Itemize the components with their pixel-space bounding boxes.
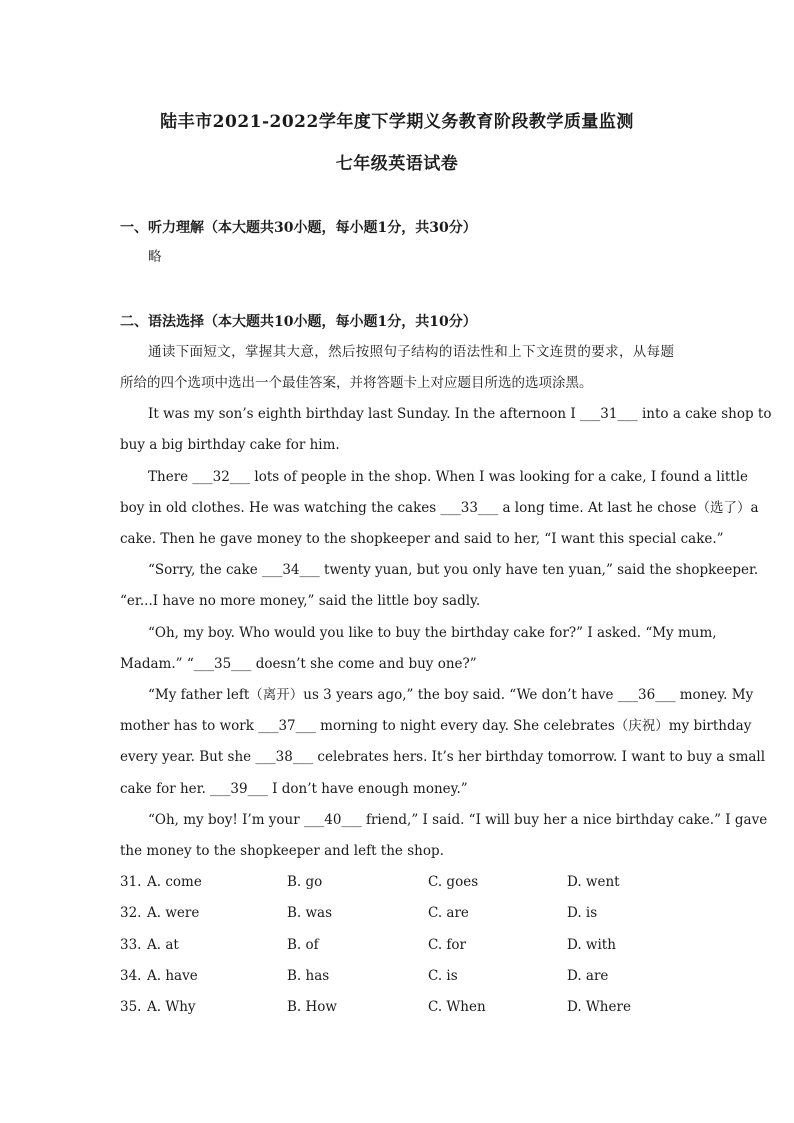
question-number: 35.	[120, 999, 142, 1015]
passage-line: It was my son’s eighth birthday last Sunday. In the afternoon I ___31___ into a cake shop to	[148, 406, 772, 422]
passage-line: cake for her. ___39___ I don’t have enough money.”	[120, 781, 468, 797]
option-c: C. goes	[428, 874, 479, 890]
option-b: B. How	[287, 999, 337, 1015]
instruction-line: 所给的四个选项中选出一个最佳答案，并将答题卡上对应题目所选的选项涂黑。	[120, 375, 593, 391]
section1-heading: 一、听力理解（本大题共30小题，每小题1分，共30分）	[120, 220, 477, 236]
option-c: C. for	[428, 937, 467, 953]
passage-line: boy in old clothes. He was watching the cakes ___33___ a long time. At last he chose（选了）a	[120, 500, 759, 516]
option-d: D. are	[567, 968, 609, 984]
passage-line: There ___32___ lots of people in the shop. When I was looking for a cake, I found a little	[148, 469, 749, 485]
exam-title: 陆丰市2021-2022学年度下学期义务教育阶段教学质量监测	[160, 112, 634, 132]
passage-line: Madam.” “___35___ doesn’t she come and buy one?”	[120, 656, 477, 672]
passage-line: the money to the shopkeeper and left the shop.	[120, 843, 444, 859]
passage-line: “My father left（离开）us 3 years ago,” the boy said. “We don’t have ___36___ money. My	[148, 687, 754, 703]
question-number: 31.	[120, 874, 142, 890]
passage-line: buy a big birthday cake for him.	[120, 437, 340, 453]
option-b: B. has	[287, 968, 330, 984]
passage-line: cake. Then he gave money to the shopkeeper and said to her, “I want this special cake.”	[120, 531, 724, 547]
passage-line: “Sorry, the cake ___34___ twenty yuan, but you only have ten yuan,” said the shopkeeper.	[148, 562, 759, 578]
option-a: A. Why	[147, 999, 196, 1015]
option-c: C. are	[428, 905, 469, 921]
instruction-line: 通读下面短文，掌握其大意，然后按照句子结构的语法性和上下文连贯的要求，从每题	[148, 344, 674, 360]
option-b: B. go	[287, 874, 323, 890]
passage-line: mother has to work ___37___ morning to night every day. She celebrates（庆祝）my birthday	[120, 718, 752, 734]
section2-heading: 二、语法选择（本大题共10小题，每小题1分，共10分）	[120, 314, 477, 330]
section1-note: 略	[148, 249, 162, 265]
option-b: B. was	[287, 905, 333, 921]
passage-line: every year. But she ___38___ celebrates hers. It’s her birthday tomorrow. I want to buy a small	[120, 749, 766, 765]
option-d: D. went	[567, 874, 620, 890]
option-d: D. Where	[567, 999, 631, 1015]
passage-line: “er...I have no more money,” said the little boy sadly.	[120, 593, 481, 609]
option-a: A. at	[147, 937, 179, 953]
question-number: 32.	[120, 905, 142, 921]
passage-line: “Oh, my boy! I’m your ___40___ friend,” I said. “I will buy her a nice birthday cake.” I gave	[148, 812, 768, 828]
option-c: C. is	[428, 968, 458, 984]
option-a: A. were	[147, 905, 200, 921]
option-b: B. of	[287, 937, 319, 953]
option-a: A. have	[147, 968, 198, 984]
exam-subtitle: 七年级英语试卷	[335, 154, 459, 174]
question-number: 34.	[120, 968, 142, 984]
passage-line: “Oh, my boy. Who would you like to buy the birthday cake for?” I asked. “My mum,	[148, 625, 717, 641]
question-number: 33.	[120, 937, 142, 953]
option-d: D. with	[567, 937, 616, 953]
option-c: C. When	[428, 999, 486, 1015]
option-a: A. come	[147, 874, 202, 890]
option-d: D. is	[567, 905, 598, 921]
